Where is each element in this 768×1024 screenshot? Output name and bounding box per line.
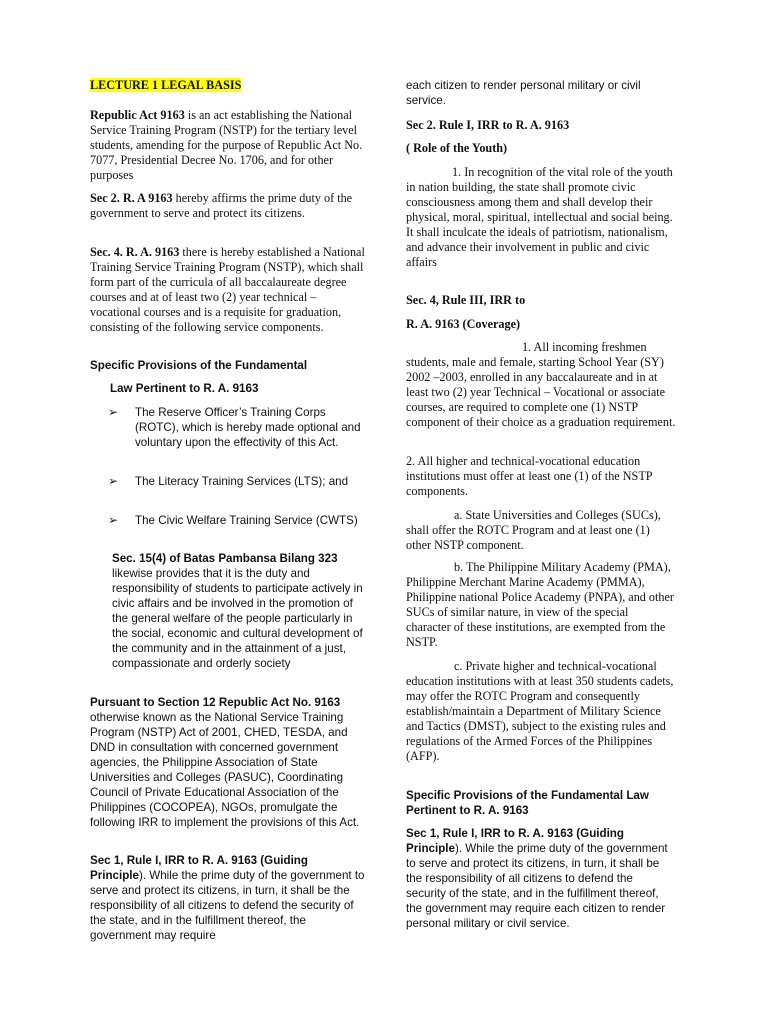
arrow-bullet-icon: ➢	[108, 513, 119, 527]
paragraph-pursuant: Pursuant to Section 12 Republic Act No. 9163 otherwise known as the National Service Training Program (NSTP) Act of 2001, CHED, TESDA, and DND in consultation with concerned government agencies, the Philippine Association of State Universities and Colleges (PASUC), Coordinating Council of Private Educational Association of the Philippines (COCOPEA), NGOs, promulgate the following IRR to implement the provisions of this Act.	[90, 696, 360, 829]
paragraph-sec-15: Sec. 15(4) of Batas Pambansa Bilang 323 likewise provides that it is the duty and responsibility of students to participate actively in civic affairs and be involved in the promotion of the general welfare of the people particularly in the social, economic and cultural development of the community and in the attainment of a just, compassionate and orderly society	[112, 552, 363, 670]
lecture-title-text: LECTURE 1 LEGAL BASIS	[90, 78, 242, 92]
lecture-title	[90, 78, 366, 93]
specific-provisions-heading-right: Specific Provisions of the Fundamental Law Pertinent to R. A. 9163	[406, 789, 649, 817]
sec2-rule-heading: Sec 2. Rule I, IRR to R. A. 9163	[406, 118, 570, 132]
paragraph-republic-act: Republic Act 9163 is an act establishing the National Service Training Program (NSTP) for the tertiary level students, amending for the purpose of Republic Act No. 7077, Presidential Decree No. 1706, and for other purposes	[90, 108, 363, 182]
paragraph-guiding-principle-right: Sec 1, Rule I, IRR to R. A. 9163 (Guiding Principle). While the prime duty of the government to serve and protect its citizens, in turn, it shall be the responsibility of all citizens to defend the security of the state, and in the fulfillment thereof, the government may require each citizen to render personal military or civil service.	[406, 827, 668, 930]
continued-text: each citizen to render personal military or civil service.	[406, 79, 641, 107]
specific-provisions-heading-line2: Law Pertinent to R. A. 9163	[110, 382, 259, 395]
role-of-youth-heading: ( Role of the Youth)	[406, 141, 508, 155]
bullet-cwts: ➢ The Civic Welfare Training Service (CWTS)	[108, 513, 358, 527]
coverage-item-b: b. The Philippine Military Academy (PMA), Philippine Merchant Marine Academy (PMMA), Philippine national Police Academy (PNPA), and other SUCs of similar nature, in view of the special character of these institutions, are exempted from the NSTP.	[406, 560, 674, 649]
role-of-youth-text: 1. In recognition of the vital role of the youth in nation building, the state shall promote civic consciousness among them and shall develop their physical, moral, spiritual, intellectual and social being. It shall inculcate the ideals of patriotism, nationalism, and advance their involvement in public and civic affairs	[406, 165, 673, 269]
bullet-lts: ➢ The Literacy Training Services (LTS); and	[108, 474, 349, 488]
coverage-item-a: a. State Universities and Colleges (SUCs), shall offer the ROTC Program and at least one (1) other NSTP component.	[406, 508, 661, 552]
specific-provisions-heading-line1: Specific Provisions of the Fundamental	[90, 359, 308, 372]
coverage-item-c: c. Private higher and technical-vocational education institutions with at least 350 students cadets, may offer the ROTC Program and consequently establish/maintain a Department of Military Science and Tactics (DMST), subject to the existing rules and regulations of the Armed Forces of the Philippines (AFP).	[406, 659, 674, 763]
paragraph-sec-2: Sec 2. R. A 9163 hereby affirms the prime duty of the government to serve and protect its citizens.	[90, 191, 353, 220]
paragraph-guiding-principle-left: Sec 1, Rule I, IRR to R. A. 9163 (Guiding Principle). While the prime duty of the government to serve and protect its citizens, in turn, it shall be the responsibility of all citizens to defend the security of the state, and in the fulfillment thereof, the government may require	[90, 854, 365, 942]
bullet-rotc: ➢ The Reserve Officer’s Training Corps (ROTC), which is hereby made optional and voluntary upon the effectivity of this Act.	[108, 405, 361, 449]
arrow-bullet-icon: ➢	[108, 405, 119, 419]
coverage-heading: R. A. 9163 (Coverage)	[406, 317, 521, 331]
coverage-item-2: 2. All higher and technical-vocational education institutions must offer at least one (1) of the NSTP components.	[406, 454, 653, 498]
coverage-item-1: 1. All incoming freshmen students, male and female, starting School Year (SY) 2002 –2003, enrolled in any baccalaureate and in at least two (2) year Technical – Vocational or associate courses, are required to complete one (1) NSTP component of their choice as a graduation requirement.	[406, 340, 676, 429]
sec4-rule-heading: Sec. 4, Rule III, IRR to	[406, 293, 526, 307]
paragraph-sec-4: Sec. 4. R. A. 9163 there is hereby established a National Training Service Training Program (NSTP), which shall form part of the curricula of all baccalaureate degree courses and at of least two (2) year technical – vocational courses and is a requisite for graduation, consisting of the following service components.	[90, 245, 365, 334]
arrow-bullet-icon: ➢	[108, 474, 119, 488]
